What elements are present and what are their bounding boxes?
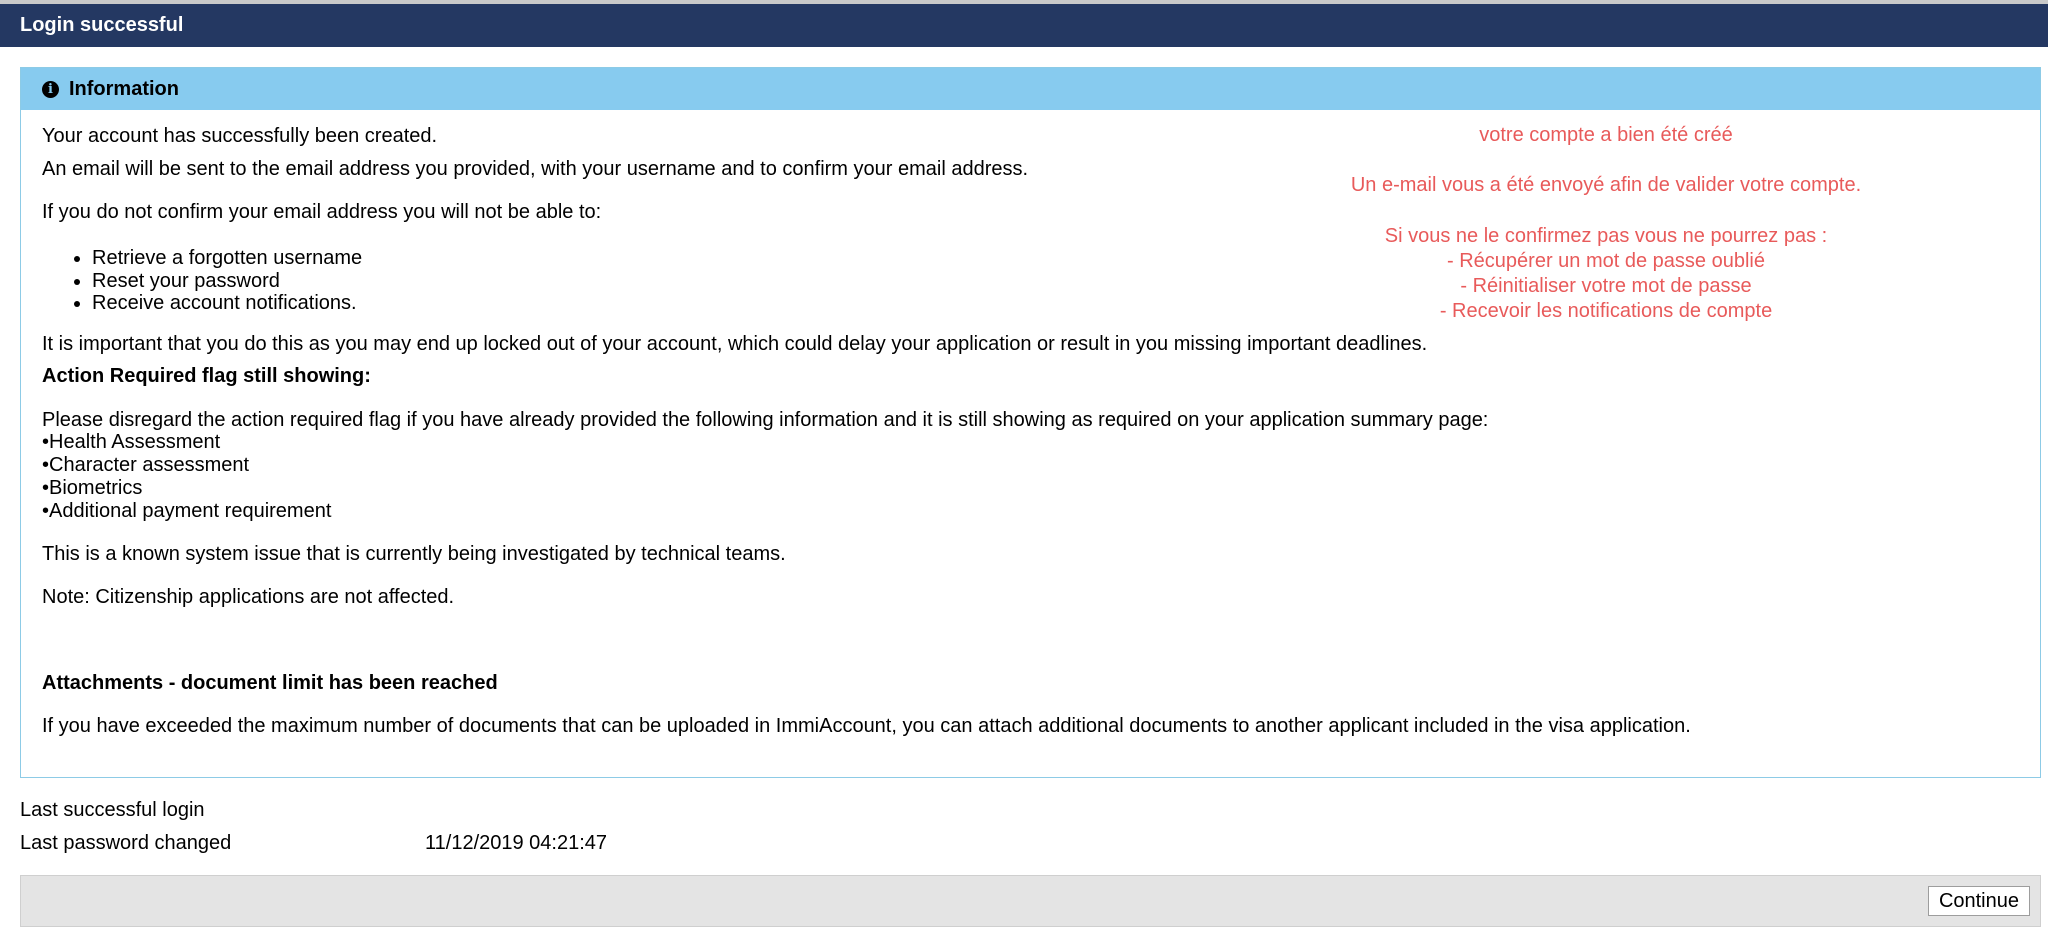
list-item: • Retrieve a forgotten username <box>92 247 362 270</box>
last-login-label: Last successful login <box>20 799 205 821</box>
french-list-item: - Recevoir les notifications de compte <box>1439 300 1773 322</box>
importance-text: It is important that you do this as you may end up locked out of your account, which could delay your application or result in you missing important deadlines. <box>42 333 1428 355</box>
french-account-created: votre compte a bien été créé <box>1479 124 1733 146</box>
french-list-item: - Réinitialiser votre mot de passe <box>1460 275 1752 297</box>
page-title: Login successful <box>0 4 2048 47</box>
consequence-list <box>71 247 362 315</box>
citizenship-note: Note: Citizenship applications are not affected. <box>42 586 455 608</box>
disregard-text: Please disregard the action required flag if you have already provided the following information and it is still showing as required on your application summary page: <box>42 409 1489 431</box>
list-item: •Character assessment <box>42 454 250 476</box>
attachments-text: If you have exceeded the maximum number of documents that can be uploaded in ImmiAccount, you can attach additional documents to another applicant included in the visa application. <box>42 715 1691 737</box>
attachments-heading: Attachments - document limit has been reached <box>42 672 498 694</box>
french-email-sent: Un e-mail vous a été envoyé afin de valider votre compte. <box>1350 174 1862 196</box>
account-created-text: Your account has successfully been created. <box>42 125 438 147</box>
continue-button[interactable]: Continue <box>1928 886 2030 916</box>
list-item: • Receive account notifications. <box>92 292 362 315</box>
list-item: •Biometrics <box>42 477 143 499</box>
french-list-item: - Récupérer un mot de passe oublié <box>1447 250 1765 272</box>
confirm-warning-text: If you do not confirm your email address you will not be able to: <box>42 201 602 223</box>
footer-bar <box>20 875 2041 927</box>
panel-title: Information <box>69 77 179 100</box>
list-item: •Additional payment requirement <box>42 500 332 522</box>
french-confirm-warning: Si vous ne le confirmez pas vous ne pourrez pas : <box>1384 225 1828 247</box>
information-panel <box>20 67 2041 778</box>
list-item: •Health Assessment <box>42 431 221 453</box>
panel-header <box>21 68 2040 110</box>
known-issue-text: This is a known system issue that is currently being investigated by technical teams. <box>42 543 786 565</box>
action-required-heading: Action Required flag still showing: <box>42 365 371 387</box>
email-sent-text: An email will be sent to the email address you provided, with your username and to confirm your email address. <box>42 158 1029 180</box>
list-item: • Reset your password <box>92 270 362 293</box>
info-icon: i <box>42 81 59 98</box>
last-password-value: 11/12/2019 04:21:47 <box>425 832 608 854</box>
last-password-label: Last password changed <box>20 832 232 854</box>
